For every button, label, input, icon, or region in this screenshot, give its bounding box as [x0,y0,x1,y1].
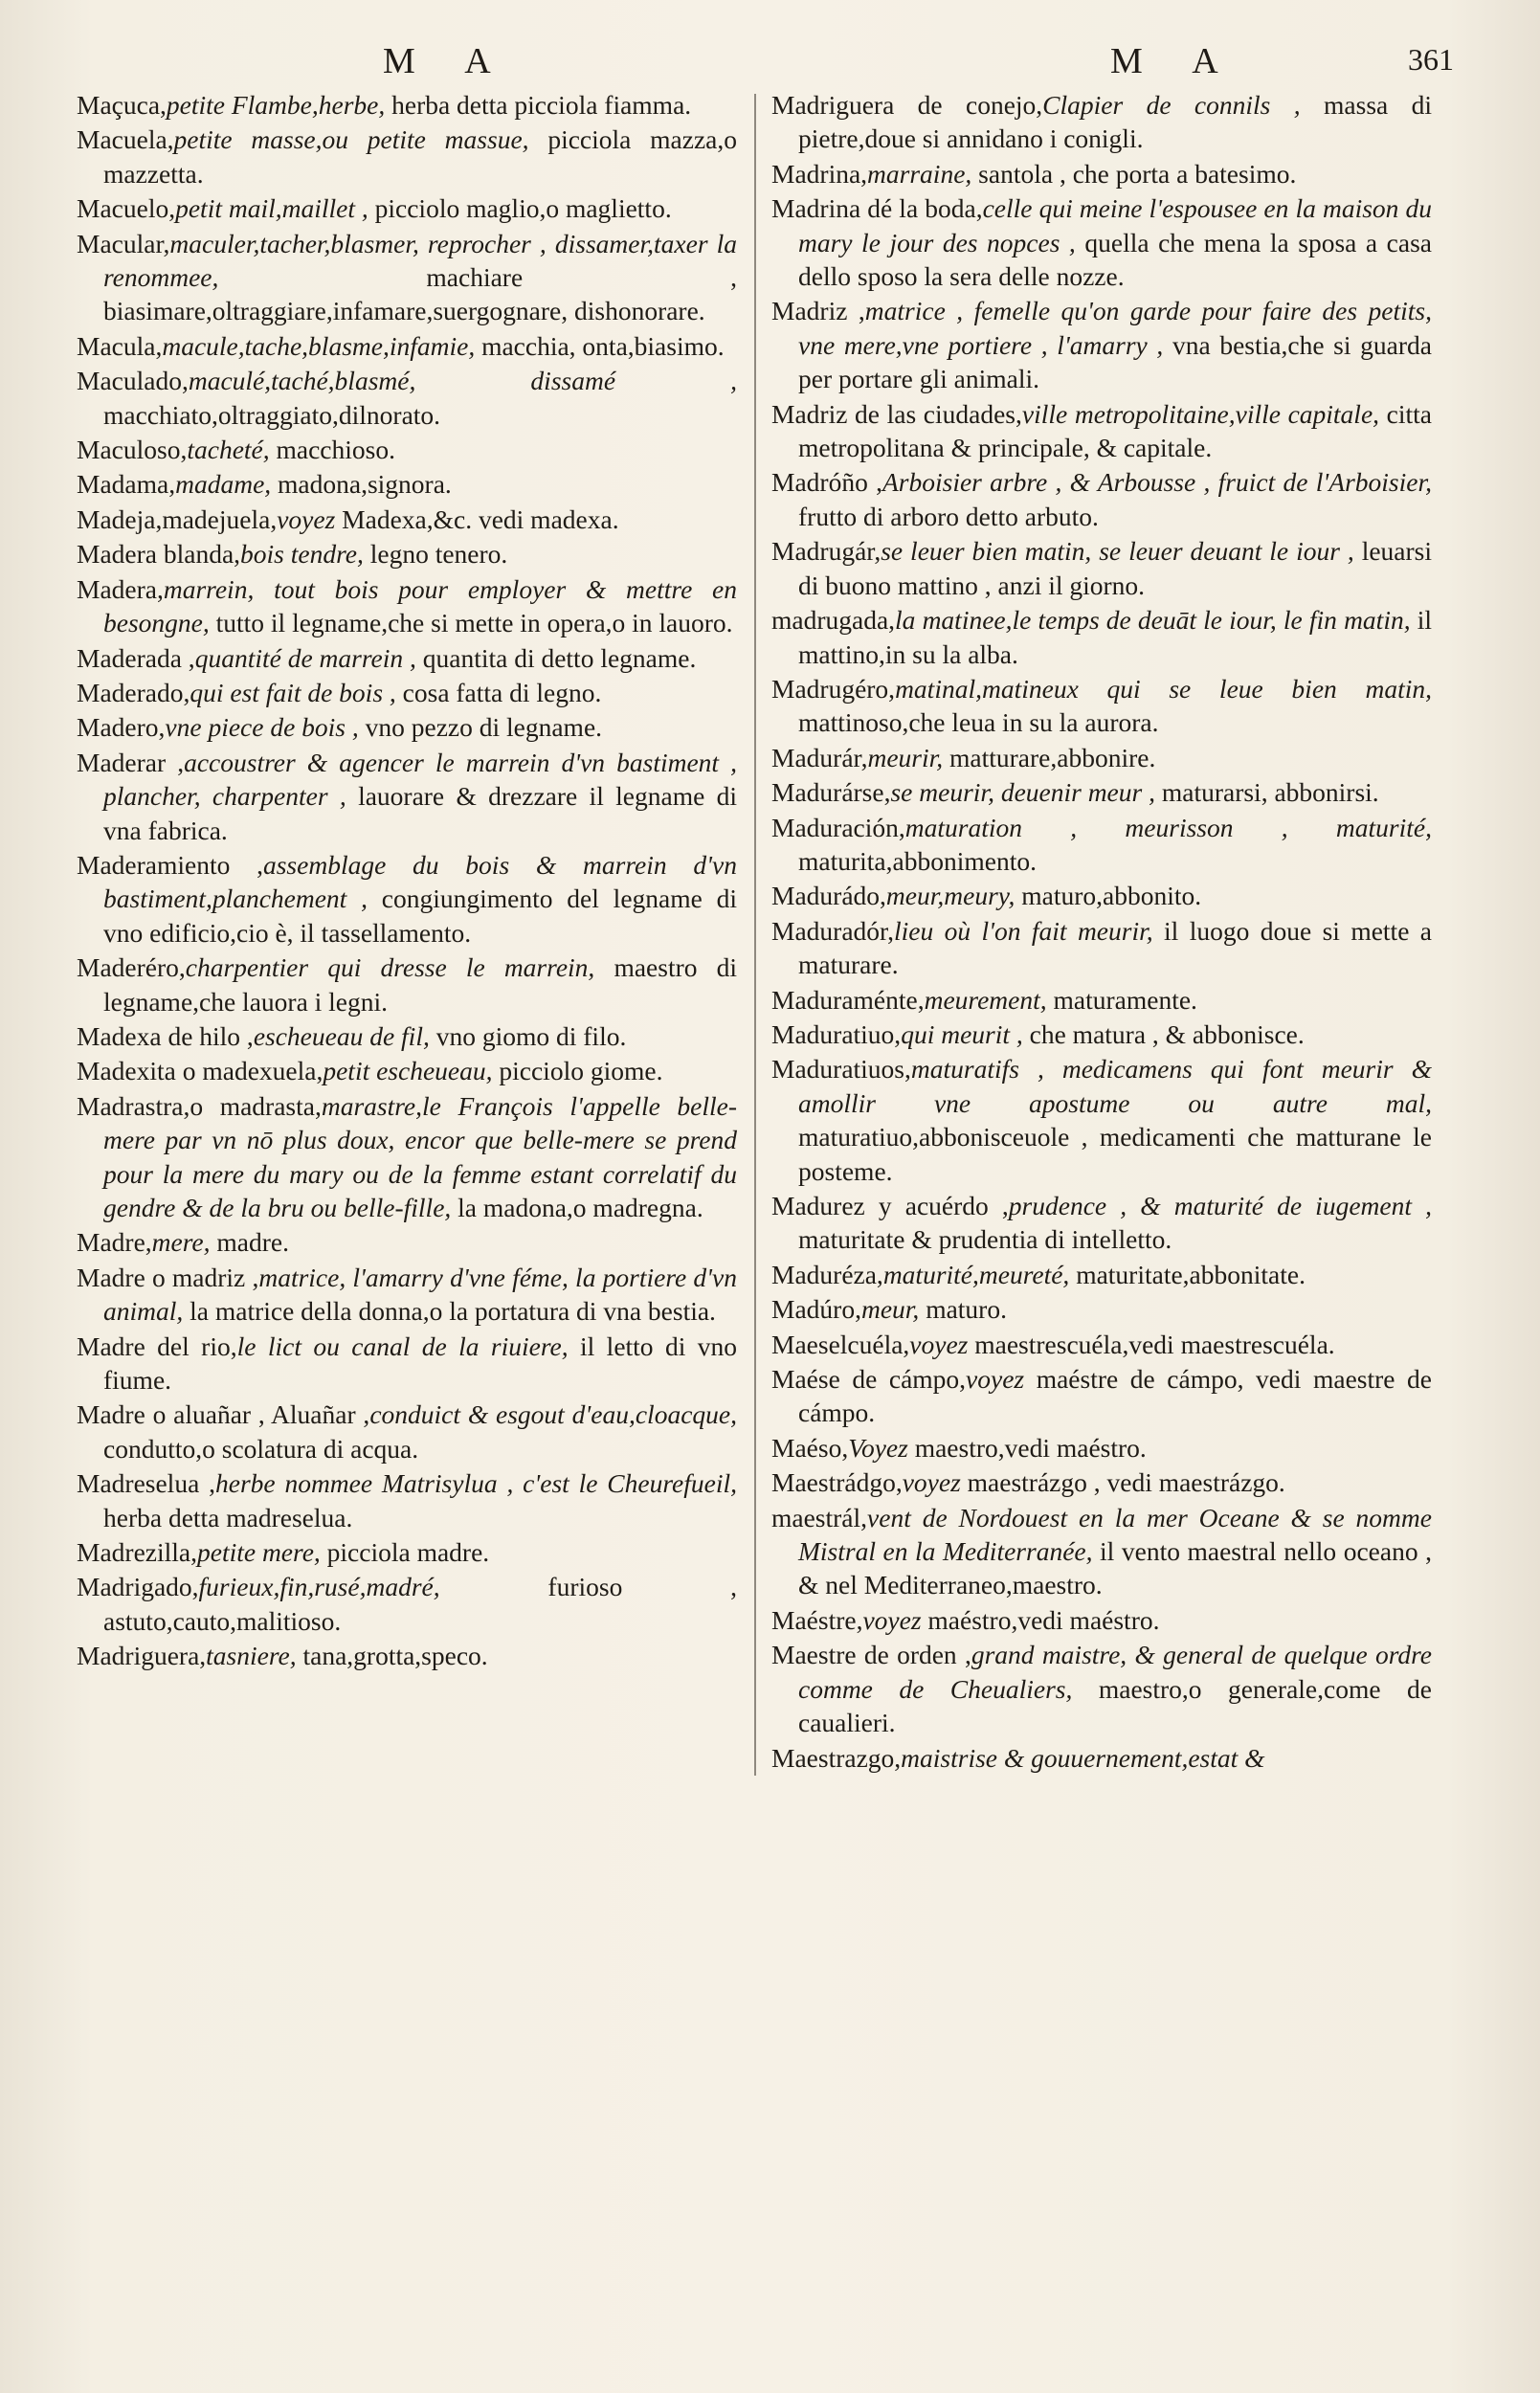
dictionary-entry [77,1054,737,1087]
entry-french-gloss: meurement, [924,984,1047,1015]
entry-italian-gloss: macchiato,oltraggiato,dilnorato. [103,399,441,430]
entry-headword: Maculado, [77,366,189,396]
entry-french-gloss: accoustrer & agencer le marrein d'vn bastiment , plancher, charpenter , [103,747,738,812]
entry-french-gloss: meur, [860,1294,920,1325]
dictionary-entry [77,227,737,328]
page-number: 361 [1408,42,1454,77]
entry-french-gloss: petite Flambe,herbe, [166,90,386,120]
entry-headword: maestrál, [771,1502,868,1532]
entry-headword: Madama, [77,469,176,500]
entry-french-gloss: petite mere, [196,1537,321,1568]
entry-italian-gloss: madona,signora. [278,469,452,500]
entry-headword: Madrina, [771,158,868,189]
dictionary-entry [771,1189,1432,1257]
dictionary-entry [771,1431,1432,1465]
entry-french-gloss: celle qui meine l'espousee en la maison du mary le jour des nopces , [798,193,1433,257]
entry-headword: Madróño , [771,467,882,498]
dictionary-entry [77,746,737,847]
entry-italian-gloss: maéstre de cámpo, vedi maestre de cámpo. [798,1364,1433,1428]
dictionary-columns [77,88,1473,1776]
dictionary-entry [771,775,1432,809]
entry-headword: Madeja,madejuela, [77,503,278,534]
dictionary-entry [77,1535,737,1569]
dictionary-entry [771,1501,1432,1602]
entry-italian-gloss: maturo,abbonito. [1021,881,1202,911]
entry-french-gloss: charpentier qui dresse le marrein, [185,952,595,983]
entry-headword: Macuela, [77,124,174,155]
entry-french-gloss: meur,meury, [885,881,1016,911]
header-right-letters: M A [1110,41,1239,81]
dictionary-entry [771,914,1432,982]
entry-italian-gloss: matturare,abbonire. [949,742,1156,772]
page-header [77,29,1473,88]
entry-headword: Maduréza, [771,1259,883,1289]
dictionary-entry [771,983,1432,1017]
entry-headword: Madrigado, [77,1572,199,1602]
entry-french-gloss: furieux,fin,rusé,madré, [198,1572,440,1602]
dictionary-entry [771,1362,1432,1430]
dictionary-entry [77,191,737,225]
entry-french-gloss: ville metropolitaine,ville capitale, [1021,398,1380,429]
dictionary-entry [77,641,737,675]
entry-headword: Madriz de las ciudades, [771,398,1022,429]
entry-headword: Madexita o madexuela, [77,1056,324,1086]
dictionary-entry [77,848,737,950]
entry-italian-gloss: picciolo giome. [499,1056,663,1086]
entry-italian-gloss: frutto di arboro detto arbuto. [798,501,1099,531]
entry-italian-gloss: maestrescuéla,vedi maestrescuéla. [974,1329,1335,1359]
entry-headword: Maduraménte, [771,984,925,1015]
entry-french-gloss: petite masse,ou petite massue, [173,124,529,155]
entry-headword: Maése de cámpo, [771,1364,967,1395]
entry-french-gloss: marastre,le François l'appelle belle-mere par vn nō plus doux, encor que belle-mere se prend pour la mere du mary ou de la femme estant correlatif du gendre & de la bru ou belle-fille, [103,1090,737,1222]
dictionary-entry [77,1089,737,1225]
dictionary-entry [77,676,737,709]
column-divider [754,94,756,1776]
dictionary-entry [77,1570,737,1638]
entry-french-gloss: voyez [909,1329,969,1359]
dictionary-entry [771,1292,1432,1326]
entry-headword: Macula, [77,330,163,361]
entry-french-gloss: mere, [151,1227,211,1258]
entry-french-gloss: herbe nommee Matrisylua , c'est le Cheurefueil, [215,1468,737,1499]
dictionary-entry [771,1741,1432,1775]
entry-headword: Maduratiuos, [771,1054,911,1085]
entry-french-gloss: macule,tache,blasme,infamie, [162,330,476,361]
entry-headword: Maduradór, [771,915,894,946]
entry-italian-gloss: leuarsi di buono mattino , anzi il giorno. [798,536,1432,600]
entry-italian-gloss: maturatiuo,abbonisceuole , medicamenti che matturane le posteme. [798,1122,1432,1186]
entry-french-gloss: maculé,taché,blasmé, dissamé , [188,366,737,396]
entry-french-gloss: matrice , femelle qu'on garde pour faire des petits, vne mere,vne portiere , l'amarry , [798,296,1432,360]
entry-italian-gloss: tana,grotta,speco. [302,1641,488,1671]
dictionary-entry [771,879,1432,912]
dictionary-entry [77,1466,737,1534]
dictionary-entry [77,433,737,466]
entry-french-gloss: meurir, [867,742,944,772]
entry-headword: Madriz , [771,296,865,326]
header-left-letters: M A [383,41,512,81]
entry-italian-gloss: il letto di vno fiume. [103,1331,737,1396]
entry-italian-gloss: il mattino,in su la alba. [798,605,1433,669]
entry-italian-gloss: maturo. [926,1294,1007,1325]
entry-italian-gloss: quella che mena la sposa a casa dello sposo la sera delle nozze. [798,227,1432,292]
entry-headword: Macuelo, [77,193,176,224]
dictionary-entry [77,467,737,501]
dictionary-entry [77,572,737,640]
entry-french-gloss: la matinee,le temps de deuāt le iour, le fin matin, [895,605,1411,636]
entry-headword: Maeselcuéla, [771,1329,910,1359]
entry-italian-gloss: il luogo doue si mette a maturare. [798,915,1432,980]
entry-french-gloss: qui meurit , [901,1018,1023,1049]
entry-french-gloss: maturatifs , medicamens qui font meurir & amollir vne apostume ou autre mal, [798,1054,1432,1118]
entry-headword: Madurár, [771,742,868,772]
dictionary-entry [771,1052,1432,1188]
entry-italian-gloss: herba detta picciola fiamma. [391,90,692,120]
entry-italian-gloss: la matrice della donna,o la portatura di vna bestia. [190,1296,716,1327]
entry-french-gloss: prudence , & maturité de iugement , [1008,1191,1432,1220]
dictionary-entry [77,1261,737,1329]
entry-french-gloss: voyez [902,1467,961,1498]
entry-italian-gloss: che matura , & abbonisce. [1029,1018,1305,1049]
entry-italian-gloss: massa di pietre,doue si annidano i conigli. [798,90,1432,154]
entry-headword: madrugada, [771,605,896,636]
dictionary-entry [771,1465,1432,1499]
entry-headword: Macular, [77,228,170,258]
entry-italian-gloss: maestrázgo , vedi maestrázgo. [967,1467,1285,1498]
entry-french-gloss: qui est fait de bois , [190,677,396,707]
dictionary-entry [771,534,1432,602]
entry-italian-gloss: maestro di legname,che lauora i legni. [103,952,738,1017]
left-column [77,88,737,1776]
entry-italian-gloss: macchia, onta,biasimo. [481,330,725,361]
entry-italian-gloss: condutto,o scolatura di acqua. [103,1433,419,1464]
dictionary-entry [771,1328,1432,1361]
entry-headword: Maéstre, [771,1604,863,1635]
entry-italian-gloss: macchioso. [276,435,395,465]
dictionary-entry [771,191,1432,293]
entry-french-gloss: le lict ou canal de la riuiere, [236,1331,569,1361]
entry-headword: Madrezilla, [77,1537,197,1568]
entry-french-gloss: voyez [277,503,336,534]
dictionary-entry [771,465,1432,533]
entry-french-gloss: se meurir, deuenir meur , [890,777,1155,808]
entry-italian-gloss: citta metropolitana & principale, & capitale. [798,398,1432,463]
entry-italian-gloss: santola , che porta a batesimo. [978,158,1297,189]
right-column [771,88,1432,1776]
entry-headword: Maculoso, [77,435,188,465]
entry-italian-gloss: maéstro,vedi maéstro. [927,1604,1160,1635]
entry-italian-gloss: madre. [216,1227,289,1258]
entry-headword: Maderamiento , [77,849,263,880]
entry-french-gloss: vent de Nordouest en la mer Oceane & se nomme Mistral en la Mediterranée, [798,1502,1432,1567]
entry-headword: Maestrazgo, [771,1742,902,1773]
entry-headword: Maçuca, [77,90,167,120]
entry-headword: Maderada , [77,642,195,673]
entry-italian-gloss: herba detta madreselua. [103,1502,353,1532]
entry-headword: Madreselua , [77,1468,215,1499]
dictionary-entry [771,294,1432,395]
entry-french-gloss: grand maistre, & general de quelque ordre comme de Cheualiers, [798,1640,1433,1704]
entry-headword: Maduración, [771,812,905,842]
entry-headword: Madre o aluañar , Aluañar , [77,1399,370,1430]
dictionary-entry [77,1330,737,1398]
entry-french-gloss: lieu où l'on fait meurir, [893,915,1153,946]
entry-french-gloss: se leuer bien matin, se leuer deuant le iour , [881,536,1354,567]
entry-french-gloss: maistrise & gouuernement,estat & [901,1742,1265,1773]
entry-french-gloss: quantité de marrein , [194,642,416,673]
entry-french-gloss: maturité,meureté, [882,1259,1070,1289]
entry-headword: Madurez y acuérdo , [771,1191,1009,1220]
entry-french-gloss: tasniere, [206,1641,297,1671]
entry-french-gloss: bois tendre, [240,539,364,570]
entry-headword: Maderéro, [77,952,186,983]
entry-italian-gloss: la madona,o madregna. [458,1193,703,1222]
dictionary-entry [771,603,1432,671]
entry-french-gloss: voyez [862,1604,922,1635]
entry-headword: Madúro, [771,1294,861,1325]
entry-headword: Madriguera, [77,1641,207,1671]
dictionary-entry [771,1018,1432,1051]
entry-headword: Madero, [77,712,166,743]
entry-headword: Madexa de hilo , [77,1020,254,1051]
entry-french-gloss: Voyez [848,1432,908,1463]
entry-italian-gloss: maturita,abbonimento. [798,845,1037,876]
dictionary-entry [77,950,737,1018]
entry-italian-gloss: Madexa,&c. vedi madexa. [342,503,619,534]
entry-headword: Maderado, [77,677,190,707]
dictionary-entry [771,157,1432,190]
entry-italian-gloss: maestro,vedi maéstro. [914,1432,1147,1463]
entry-french-gloss: conduict & esgout d'eau,cloacque, [369,1399,737,1430]
entry-headword: Madre del rio, [77,1331,237,1361]
entry-italian-gloss: maturitate & prudentia di intelletto. [798,1224,1172,1255]
entry-french-gloss: tacheté, [187,435,270,465]
entry-italian-gloss: picciolo maglio,o maglietto. [374,193,672,224]
dictionary-entry [771,811,1432,879]
entry-french-gloss: assemblage du bois & marrein d'vn bastiment,planchement , [103,849,737,914]
dictionary-entry [771,672,1432,740]
entry-headword: Madurárse, [771,777,891,808]
entry-italian-gloss: maestro,o generale,come de caualieri. [798,1673,1433,1738]
dictionary-entry [771,88,1432,156]
dictionary-entry [77,364,737,432]
entry-headword: Madera, [77,573,164,604]
entry-italian-gloss: maturamente. [1053,984,1197,1015]
entry-french-gloss: vne piece de bois , [165,712,359,743]
entry-french-gloss: marraine, [867,158,972,189]
entry-french-gloss: matinal,matineux qui se leue bien matin, [895,673,1432,704]
entry-headword: Madrugár, [771,536,882,567]
entry-italian-gloss: lauorare & drezzare il legname di vna fabrica. [103,781,737,845]
dictionary-entry [77,88,737,122]
entry-french-gloss: Clapier de connils , [1042,90,1301,120]
dictionary-entry [77,123,737,190]
entry-italian-gloss: machiare , biasimare,oltraggiare,infamare,suergognare, dishonorare. [103,262,738,326]
entry-french-gloss: maturation , meurisson , maturité, [904,812,1432,842]
entry-french-gloss: voyez [966,1364,1025,1395]
entry-headword: Maestrádgo, [771,1467,903,1498]
entry-headword: Madera blanda, [77,539,241,570]
entry-headword: Maestre de orden , [771,1640,971,1670]
entry-headword: Madre o madriz , [77,1262,259,1292]
entry-italian-gloss: furioso , astuto,cauto,malitioso. [103,1572,737,1636]
entry-italian-gloss: legno tenero. [369,539,508,570]
entry-french-gloss: petit mail,maillet , [175,193,368,224]
entry-french-gloss: petit escheueau, [323,1056,493,1086]
entry-italian-gloss: cosa fatta di legno. [402,677,602,707]
entry-italian-gloss: picciola madre. [326,1537,490,1568]
entry-french-gloss: escheueau de fil, [253,1020,430,1051]
entry-italian-gloss: maturitate,abbonitate. [1076,1259,1306,1289]
entry-italian-gloss: tutto il legname,che si mette in opera,o in lauoro. [215,608,733,638]
dictionary-entry [77,503,737,536]
entry-italian-gloss: mattinoso,che leua in su la aurora. [798,707,1159,738]
dictionary-entry [77,710,737,744]
dictionary-entry [77,329,737,363]
entry-headword: Madre, [77,1227,152,1258]
dictionary-entry [771,397,1432,465]
entry-italian-gloss: picciola mazza,o mazzetta. [103,124,737,189]
dictionary-entry [77,1639,737,1672]
entry-headword: Maderar , [77,747,185,777]
entry-italian-gloss: congiungimento del legname di vno edificio,cio è, il tassellamento. [103,883,738,948]
entry-italian-gloss: il vento maestral nello oceano , & nel Mediterraneo,maestro. [798,1536,1433,1600]
entry-headword: Madrina dé la boda, [771,193,983,224]
entry-french-gloss: maculer,tacher,blasmer, reprocher , dissamer,taxer la renommee, [103,228,737,293]
dictionary-entry [771,1258,1432,1291]
entry-french-gloss: marrein, tout bois pour employer & mettre en besongne, [103,573,737,638]
dictionary-entry [771,1638,1432,1739]
entry-italian-gloss: vno pezzo di legname. [365,712,603,743]
entry-headword: Madrastra,o madrasta, [77,1090,322,1121]
dictionary-entry [77,1225,737,1259]
entry-italian-gloss: quantita di detto legname. [422,642,697,673]
entry-italian-gloss: maturarsi, abbonirsi. [1161,777,1379,808]
entry-italian-gloss: vna bestia,che si guarda per portare gli animali. [798,329,1433,394]
entry-french-gloss: Arboisier arbre , & Arbousse , fruict de l'Arboisier, [882,467,1432,498]
entry-headword: Madrugéro, [771,673,896,704]
dictionary-entry [77,1398,737,1465]
entry-headword: Madurádo, [771,881,886,911]
dictionary-entry [771,741,1432,774]
dictionary-entry [771,1603,1432,1637]
entry-headword: Maéso, [771,1432,849,1463]
dictionary-entry [77,537,737,570]
dictionary-entry [77,1019,737,1053]
entry-italian-gloss: vno giomo di filo. [435,1020,627,1051]
entry-headword: Madriguera de conejo, [771,90,1043,120]
entry-french-gloss: matrice, l'amarry d'vne féme, la portiere d'vn animal, [103,1262,737,1327]
entry-french-gloss: madame, [175,469,272,500]
entry-headword: Maduratiuo, [771,1018,902,1049]
